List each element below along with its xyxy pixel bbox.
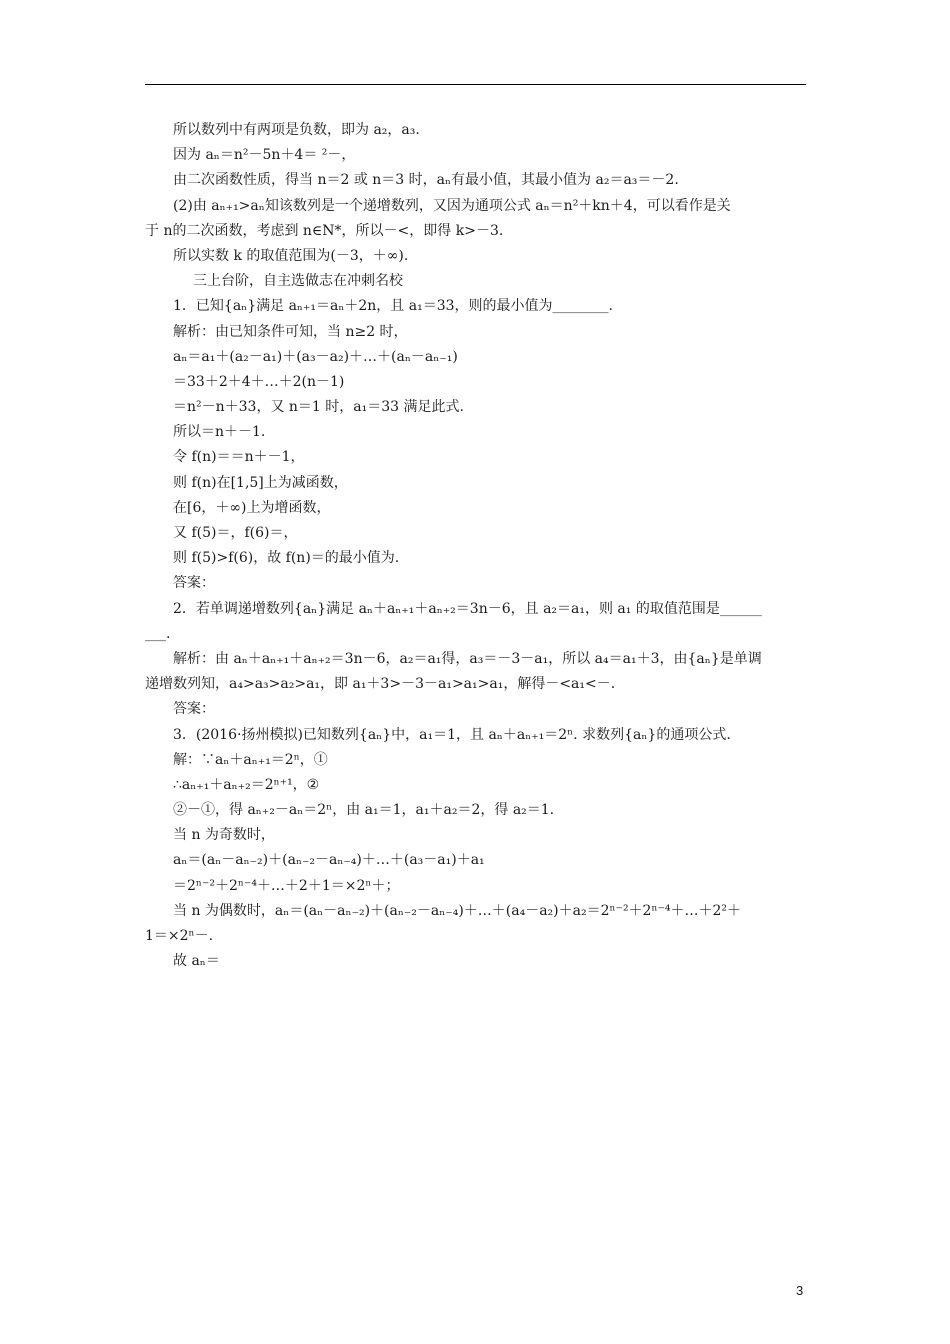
text-line: aₙ＝(aₙ－aₙ₋₂)＋(aₙ₋₂－aₙ₋₄)＋…＋(a₃－a₁)＋a₁	[173, 852, 485, 869]
text-line: 三上台阶，自主选做志在冲刺名校	[193, 273, 403, 290]
page-number: 3	[796, 1283, 804, 1298]
text-line: 故 aₙ＝	[173, 953, 220, 970]
text-line: 则 f(5)>f(6)，故 f(n)＝的最小值为.	[173, 550, 400, 567]
text-line: 当 n 为偶数时，aₙ＝(aₙ－aₙ₋₂)＋(aₙ₋₂－aₙ₋₄)＋…＋(a₄－a₂)＋a₂＝2ⁿ⁻²＋2ⁿ⁻⁴＋…＋2²＋	[173, 902, 742, 919]
text-line: 答案：	[173, 575, 215, 592]
text-line: aₙ＝a₁＋(a₂－a₁)＋(a₃－a₂)＋…＋(aₙ－aₙ₋₁)	[173, 348, 458, 365]
text-line: 2．若单调递增数列{aₙ}满足 aₙ＋aₙ₊₁＋aₙ₊₂＝3n－6，且 a₂＝a₁，则 a₁ 的取值范围是______	[173, 600, 762, 617]
text-line: ∴aₙ₊₁＋aₙ₊₂＝2ⁿ⁺¹，②	[173, 776, 320, 793]
text-line: 所以＝n＋－1.	[173, 424, 266, 441]
text-line: 1＝×2ⁿ－.	[145, 928, 214, 944]
document-body	[145, 118, 806, 974]
text-line: 因为 aₙ＝n²－5n＋4＝ ²－，	[173, 147, 356, 164]
text-line: 当 n 为奇数时，	[173, 827, 275, 844]
text-line: 由二次函数性质，得当 n＝2 或 n＝3 时，aₙ有最小值，其最小值为 a₂＝a₃＝－2.	[173, 172, 679, 189]
text-line: 又 f(5)＝，f(6)＝，	[173, 525, 298, 541]
text-line: 令 f(n)＝＝n＋－1，	[173, 449, 305, 466]
text-line: ＝n²－n＋33，又 n＝1 时，a₁＝33 满足此式.	[173, 399, 464, 416]
text-line: 1．已知{aₙ}满足 aₙ₊₁＝aₙ＋2n，且 a₁＝33，则的最小值为________.	[173, 298, 613, 315]
text-line: 于 n的二次函数，考虑到 n∈N*，所以－<，即得 k>－3.	[145, 222, 504, 239]
text-line: ＝33＋2＋4＋…＋2(n－1)	[173, 373, 345, 390]
text-line: 在[6，＋∞)上为增函数，	[173, 499, 331, 516]
text-line: 所以实数 k 的取值范围为(－3，＋∞).	[173, 247, 409, 264]
text-line: 解：∵aₙ＋aₙ₊₁＝2ⁿ，①	[173, 751, 328, 768]
text-line: 递增数列知，a₄>a₃>a₂>a₁，即 a₁＋3>－3－a₁>a₁>a₁，解得－<a₁<－.	[145, 676, 616, 693]
text-line: ___.	[145, 625, 171, 642]
text-line: (2)由 aₙ₊₁>aₙ知该数列是一个递增数列，又因为通项公式 aₙ＝n²＋kn＋4，可以看作是关	[173, 197, 731, 214]
text-line: 解析：由已知条件可知，当 n≥2 时，	[173, 323, 408, 340]
text-line: 答案：	[173, 701, 215, 718]
text-line: 3．(2016·扬州模拟)已知数列{aₙ}中，a₁＝1，且 aₙ＋aₙ₊₁＝2ⁿ. 求数列{aₙ}的通项公式.	[173, 726, 731, 743]
text-line: 解析：由 aₙ＋aₙ₊₁＋aₙ₊₂＝3n－6，a₂＝a₁得，a₃＝－3－a₁，所以 a₄＝a₁＋3，由{aₙ}是单调	[173, 650, 762, 667]
text-line: 则 f(n)在[1,5]上为减函数，	[173, 474, 348, 491]
text-line: ＝2ⁿ⁻²＋2ⁿ⁻⁴＋…＋2＋1＝×2ⁿ＋；	[173, 877, 400, 894]
text-line: 所以数列中有两项是负数，即为 a₂，a₃.	[173, 122, 420, 138]
header-rule	[145, 84, 806, 85]
text-line: ②－①，得 aₙ₊₂－aₙ＝2ⁿ，由 a₁＝1，a₁＋a₂＝2，得 a₂＝1.	[173, 802, 555, 819]
